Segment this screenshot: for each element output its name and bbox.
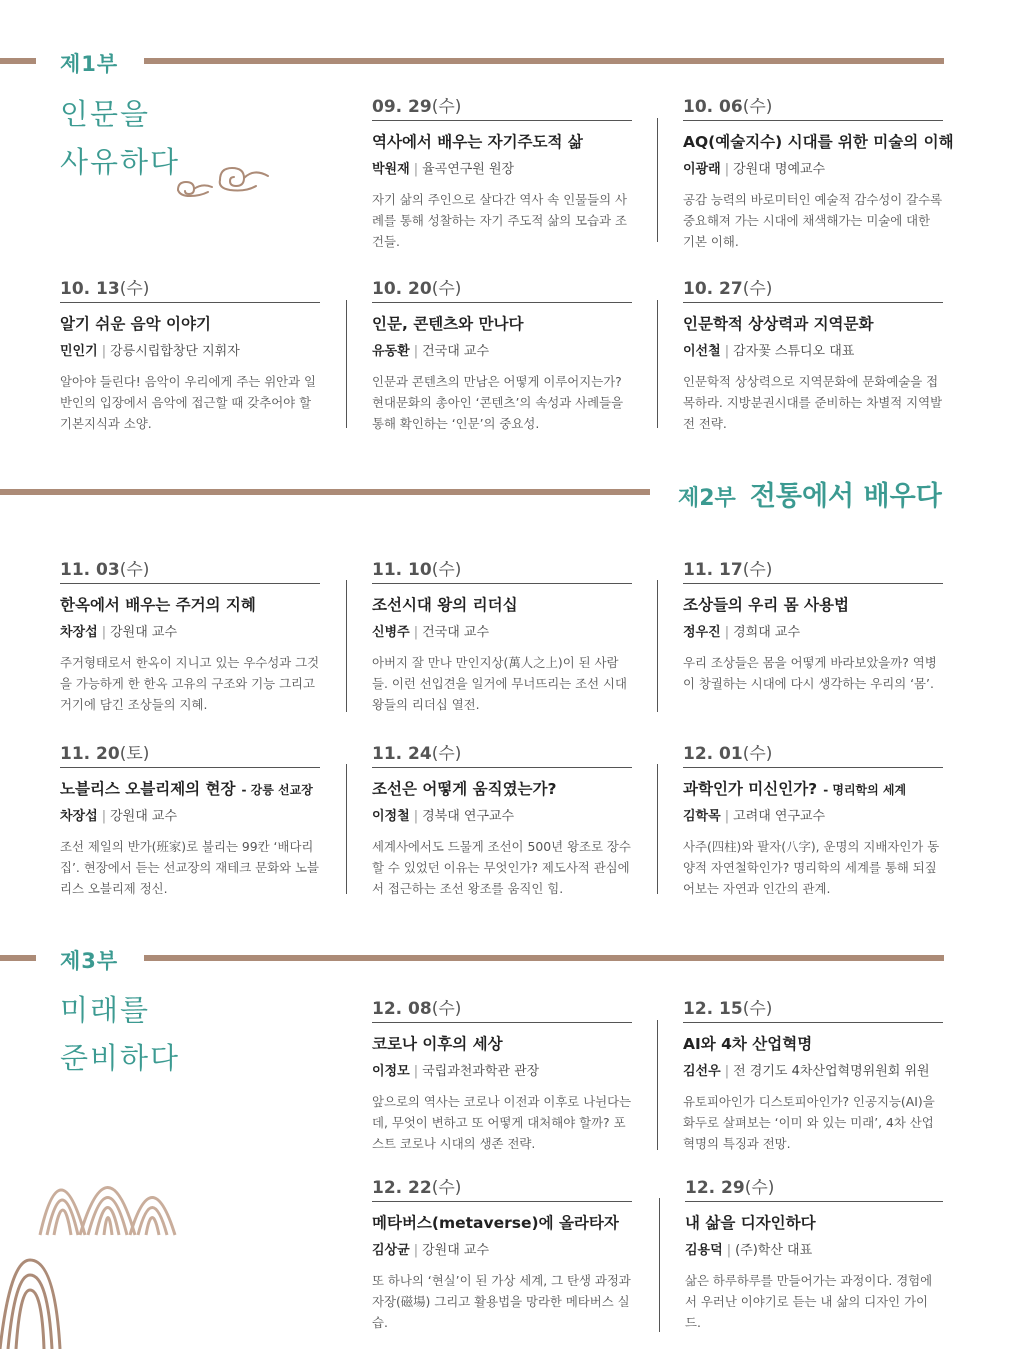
lecture-description: 주거형태로서 한옥이 지니고 있는 우수성과 그것을 가능하게 한 한옥 고유의 구조와 기능 그리고 거기에 담긴 조상들의 지혜. (60, 655, 320, 712)
lecture-card (372, 274, 632, 434)
part2-label: 제2부 (678, 486, 736, 511)
lecture-card (683, 274, 943, 434)
lecture-card (683, 555, 943, 694)
lecture-card (372, 994, 632, 1154)
lecture-speaker: 민인기 | 강릉시립합창단 지휘자 (60, 344, 240, 359)
part2-bar (0, 489, 650, 495)
part1-label: 제1부 (60, 52, 119, 76)
lecture-speaker: 이정철 | 경북대 연구교수 (372, 809, 515, 824)
divider (659, 1198, 660, 1332)
lecture-speaker: 이광래 | 강원대 명예교수 (683, 162, 826, 177)
lecture-description: 세계사에서도 드물게 조선이 500년 왕조로 장수할 수 있었던 이유는 무엇인가? 제도사적 관심에서 접근하는 조선 왕조를 움직인 힘. (372, 839, 631, 896)
part1-bar-right (144, 58, 944, 64)
lecture-title: AI와 4차 산업혁명 (683, 1035, 813, 1053)
divider (657, 118, 658, 242)
lecture-card (683, 739, 943, 899)
lecture-title: AQ(예술지수) 시대를 위한 미술의 이해 (683, 133, 954, 151)
lecture-speaker: 이정모 | 국립과천과학관 관장 (372, 1064, 540, 1079)
lecture-description: 유토피아인가 디스토피아인가? 인공지능(AI)을 화두로 살펴보는 ‘이미 와 있는 미래’, 4차 산업혁명의 특징과 전망. (683, 1094, 935, 1151)
lecture-title: 메타버스(metaverse)에 올라타자 (372, 1214, 619, 1232)
lecture-date: 11. 10(수) (372, 555, 632, 584)
lecture-card (372, 92, 632, 252)
divider (346, 300, 347, 428)
lecture-speaker: 신병주 | 건국대 교수 (372, 625, 490, 640)
lecture-title: 조선시대 왕의 리더십 (372, 596, 518, 614)
lecture-description: 인문과 콘텐츠의 만남은 어떻게 이루어지는가? 현대문화의 총아인 ‘콘텐츠’의 속성과 사례들을 통해 확인하는 ‘인문’의 중요성. (372, 374, 624, 431)
divider (657, 580, 658, 712)
lecture-title: 알기 쉬운 음악 이야기 (60, 315, 211, 333)
lecture-description: 삶은 하루하루를 만들어가는 과정이다. 경험에서 우러난 이야기로 듣는 내 삶의 디자인 가이드. (685, 1273, 933, 1330)
part3-bar-left (0, 955, 36, 961)
lecture-title: 조선은 어떻게 움직였는가? (372, 780, 557, 798)
lecture-speaker: 박원재 | 율곡연구원 원장 (372, 162, 515, 177)
mountain-ornament-icon (0, 1150, 240, 1349)
lecture-description: 공감 능력의 바로미터인 예술적 감수성이 갈수록 중요해져 가는 시대에 채색해가는 미술에 대한 기본 이해. (683, 192, 943, 249)
part3-title (60, 986, 180, 1082)
lecture-date: 10. 27(수) (683, 274, 943, 303)
lecture-speaker: 이선철 | 감자꽃 스튜디오 대표 (683, 344, 855, 359)
part2-title: 전통에서 배우다 (749, 481, 942, 512)
lecture-card (683, 994, 943, 1154)
lecture-card (685, 1173, 943, 1333)
part3-label: 제3부 (60, 949, 119, 973)
lecture-card (60, 274, 320, 434)
part1-title-line1: 인문을 (60, 97, 151, 131)
lecture-speaker: 김상균 | 강원대 교수 (372, 1243, 490, 1258)
lecture-title: 과학인가 미신인가? - 명리학의 세계 (683, 780, 907, 798)
lecture-date: 11. 03(수) (60, 555, 320, 584)
lecture-title: 노블리스 오블리제의 현장 - 강릉 선교장 (60, 780, 313, 798)
lecture-card (60, 555, 320, 715)
lecture-date: 09. 29(수) (372, 92, 632, 121)
lecture-title: 내 삶을 디자인하다 (685, 1214, 816, 1232)
lecture-card (683, 92, 954, 252)
lecture-title: 한옥에서 배우는 주거의 지혜 (60, 596, 256, 614)
lecture-title: 인문학적 상상력과 지역문화 (683, 315, 874, 333)
lecture-date: 10. 06(수) (683, 92, 943, 121)
part3-title-line1: 미래를 (60, 993, 151, 1027)
lecture-date: 12. 22(수) (372, 1173, 632, 1202)
lecture-card (372, 739, 632, 899)
lecture-date: 11. 17(수) (683, 555, 943, 584)
lecture-title: 인문, 콘텐츠와 만나다 (372, 315, 524, 333)
lecture-description: 알아야 들린다! 음악이 우리에게 주는 위안과 일반인의 입장에서 음악에 접근할 때 갖추어야 할 기본지식과 소양. (60, 374, 317, 431)
lecture-card (372, 555, 632, 715)
lecture-description: 또 하나의 ‘현실’이 된 가상 세계, 그 탄생 과정과 자장(磁場) 그리고 활용법을 망라한 메타버스 실습. (372, 1273, 631, 1330)
divider (657, 1020, 658, 1150)
lecture-description: 인문학적 상상력으로 지역문화에 문화예술을 접목하라. 지방분권시대를 준비하는 차별적 지역발전 전략. (683, 374, 943, 431)
lecture-description: 자기 삶의 주인으로 살다간 역사 속 인물들의 사례를 통해 성찰하는 자기 주도적 삶의 모습과 조건들. (372, 192, 627, 249)
lecture-speaker: 김학목 | 고려대 연구교수 (683, 809, 826, 824)
part1-title-line2: 사유하다 (60, 145, 181, 179)
lecture-speaker: 정우진 | 경희대 교수 (683, 625, 801, 640)
lecture-speaker: 차장섭 | 강원대 교수 (60, 625, 178, 640)
divider (657, 764, 658, 894)
part3-title-line2: 준비하다 (60, 1041, 181, 1075)
lecture-card (372, 1173, 632, 1333)
divider (657, 300, 658, 428)
part1-bar-left (0, 58, 36, 64)
lecture-description: 사주(四柱)와 팔자(八字), 운명의 지배자인가 동양적 자연철학인가? 명리학의 세계를 통해 되짚어보는 자연과 인간의 관계. (683, 839, 940, 896)
lecture-title: 역사에서 배우는 자기주도적 삶 (372, 133, 583, 151)
part2-heading (678, 474, 942, 513)
lecture-date: 12. 29(수) (685, 1173, 943, 1202)
lecture-speaker: 김용덕 | (주)학산 대표 (685, 1243, 813, 1258)
lecture-speaker: 김선우 | 전 경기도 4차산업혁명위원회 위원 (683, 1064, 930, 1079)
lecture-date: 10. 20(수) (372, 274, 632, 303)
lecture-title: 코로나 이후의 세상 (372, 1035, 503, 1053)
lecture-date: 11. 20(토) (60, 739, 320, 768)
divider (346, 764, 347, 894)
lecture-date: 11. 24(수) (372, 739, 632, 768)
lecture-title: 조상들의 우리 몸 사용법 (683, 596, 849, 614)
lecture-date: 12. 15(수) (683, 994, 943, 1023)
lecture-speaker: 차장섭 | 강원대 교수 (60, 809, 178, 824)
lecture-date: 12. 01(수) (683, 739, 943, 768)
divider (346, 580, 347, 712)
cloud-ornament-icon (170, 150, 270, 210)
lecture-description: 아버지 잘 만나 만인지상(萬人之上)이 된 사람들. 이런 선입견을 일거에 무너뜨리는 조선 시대 왕들의 리더십 열전. (372, 655, 627, 712)
lecture-speaker: 유동환 | 건국대 교수 (372, 344, 490, 359)
part1-title (60, 90, 180, 186)
lecture-description: 앞으로의 역사는 코로나 이전과 이후로 나뉜다는데, 무엇이 변하고 또 어떻게 대처해야 할까? 포스트 코로나 시대의 생존 전략. (372, 1094, 632, 1151)
lecture-description: 조선 제일의 반가(班家)로 불리는 99칸 ‘배다리집’. 현장에서 듣는 선교장의 재테크 문화와 노블리스 오블리제 정신. (60, 839, 319, 896)
part3-bar-right (144, 955, 944, 961)
lecture-date: 12. 08(수) (372, 994, 632, 1023)
lecture-date: 10. 13(수) (60, 274, 320, 303)
lecture-card (60, 739, 320, 899)
lecture-description: 우리 조상들은 몸을 어떻게 바라보았을까? 역병이 창궐하는 시대에 다시 생각하는 우리의 ‘몸’. (683, 655, 937, 691)
